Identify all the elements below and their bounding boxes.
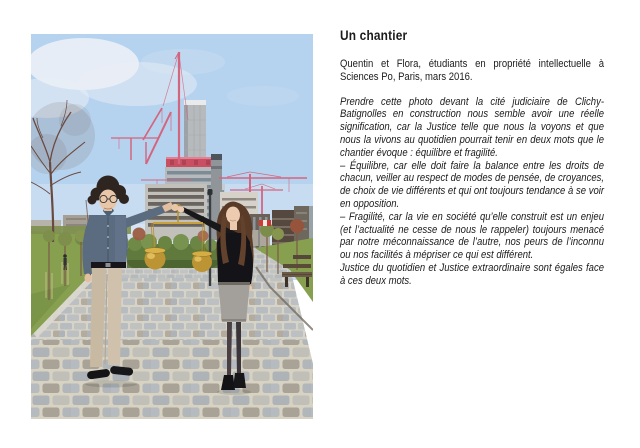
paragraph: Justice du quotidien et Justice extraordinaire sont égales face à ces deux mots. <box>340 261 604 287</box>
photo-chantier <box>31 34 313 419</box>
paragraph: – Fragilité, car la vie en société qu’elle construit est un enjeu (et l’actualité ne cesse de nous le rappeler) toujours menacé par notre méconnaissance de l’autre, nos peurs de l’inconnu ou nos facilités à mépriser ce qui est différent. <box>340 210 604 262</box>
paragraph: Prendre cette photo devant la cité judiciaire de Clichy-Batignolles en construction nous semble avoir une réelle signification, car la Justice telle que nous la voyons et que nous la vivons au quotidien pourrait tenir en deux mots que le chantier évoque : équilibre et fragilité. <box>340 95 604 159</box>
article-title: Un chantier <box>340 28 408 43</box>
photo-image <box>31 34 313 419</box>
woman-hand <box>178 206 184 212</box>
article <box>340 29 604 288</box>
paragraph: – Équilibre, car elle doit faire la balance entre les droits de chacun, veiller au respect de modes de pensée, de croyances, de choix de vie différents et qui ont toujours tendance à se voir en opposition. <box>340 159 604 210</box>
article-body <box>340 96 604 288</box>
man-hand <box>171 204 178 211</box>
photo-caption: Quentin et Flora, étudiants en propriété intellectuelle à Sciences Po, Paris, mars 2016. <box>340 58 604 83</box>
